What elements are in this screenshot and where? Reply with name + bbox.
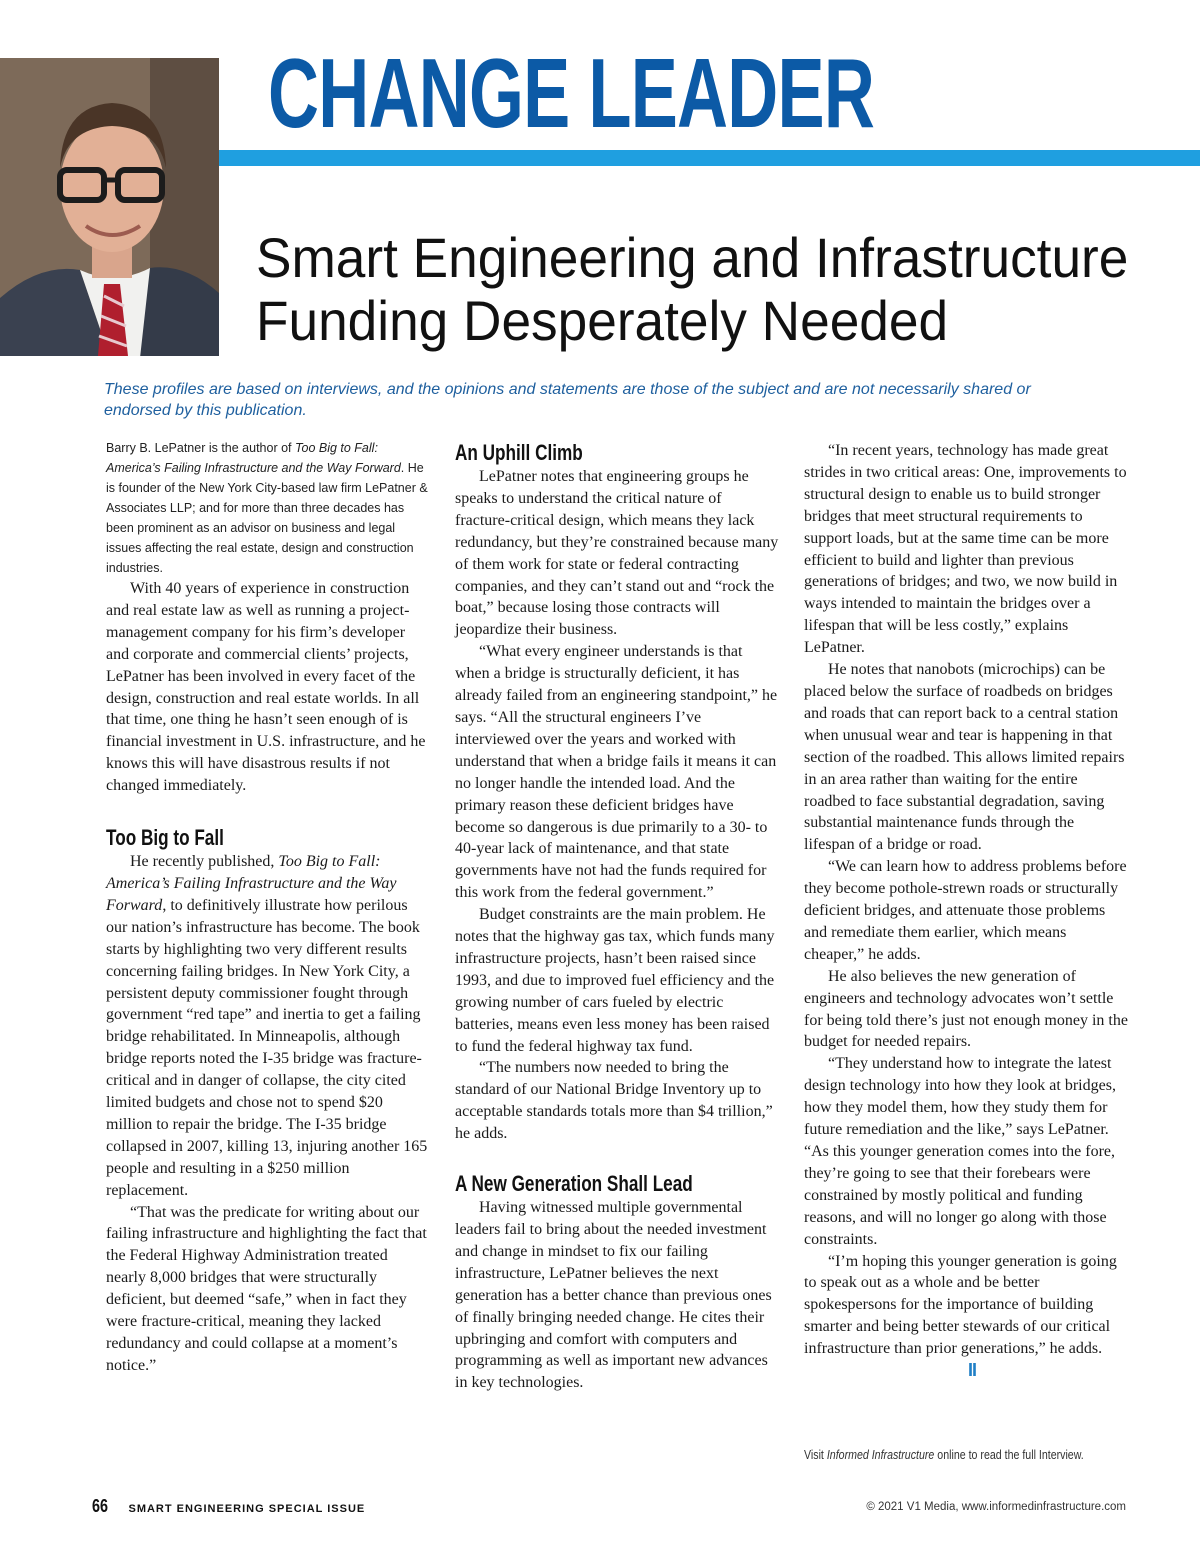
column-2 bbox=[455, 440, 779, 1394]
paragraph: LePatner notes that engineering groups he speaks to understand the critical nature of fracture-critical design, which means they lack redundancy, but they’re constrained because many of them work for state or federal contracting companies, and they can’t stand out and “rock the boat,” because losing those contracts will jeopardize their business. bbox=[455, 468, 779, 639]
subheading-new-generation: A New Generation Shall Lead bbox=[455, 1171, 693, 1197]
intro-paragraph: With 40 years of experience in construction and real estate law as well as running a project-management company for his firm’s developer and corporate and commercial clients’ projects, LePatner has been involved in every facet of the design, construction and real estate worlds. In all that time, one thing he hasn’t seen enough of is financial investment in U.S. infrastructure, and he knows this will have disastrous results if not changed immediately. bbox=[106, 580, 426, 795]
paragraph: “In recent years, technology has made great strides in two critical areas: One, improvements to structural design to enable us to build stronger bridges that meet structural requirements to support loads, but at the same time can be more efficient to build and lighter than previous generations of bridges; and two, we now build in ways intended to maintain the bridges over a lifespan that will be less costly,” explains LePatner. bbox=[804, 442, 1127, 657]
page-number: 66 bbox=[92, 1496, 109, 1516]
book-title: Too Big to Fall: America’s Failing Infrastructure and the Way Forward bbox=[106, 853, 397, 914]
copyright-line: © 2021 V1 Media, www.informedinfrastructure.com bbox=[866, 1501, 1126, 1513]
subheading-too-big-to-fall: Too Big to Fall bbox=[106, 825, 224, 851]
paragraph: Having witnessed multiple governmental leaders fail to bring about the needed investment and change in mindset to fix our failing infrastructure, LePatner believes the next generation has a better chance than previous ones of finally bringing needed change. He cites their upbringing and comfort with computers and programming as well as important new advances in key technologies. bbox=[455, 1199, 772, 1392]
paragraph: He also believes the new generation of engineers and technology advocates won’t settle for being told there’s just not enough money in the budget for needed repairs. bbox=[804, 967, 1128, 1051]
paragraph: “We can learn how to address problems before they become pothole-strewn roads or structurally deficient bridges, and attenuate those problems and remediate them earlier, which means cheaper,” he adds. bbox=[804, 858, 1127, 963]
column-1 bbox=[106, 438, 430, 1377]
paragraph bbox=[106, 851, 430, 1202]
portrait-photo bbox=[0, 58, 219, 356]
closing-paragraph: “I’m hoping this younger generation is going to speak out as a whole and be better spokespersons for the importance of building smarter and being better stewards of our critical infrastructure than prior generations,” he adds. bbox=[804, 1252, 1117, 1358]
paragraph: He notes that nanobots (microchips) can be placed below the surface of roadbeds on bridges and roads that can report back to a central station when unusual wear and tear is happening in that section of the roadbed. This allows limited repairs in an area rather than waiting for the entire roadbed to face substantial degradation, saving substantial maintenance funds through the lifespan of a bridge or road. bbox=[804, 661, 1125, 854]
paragraph-rest: , to definitively illustrate how perilous our nation’s infrastructure has become. The book starts by highlighting two very different results concerning failing bridges. In New York City, a persistent deputy commissioner fought through government “red tape” and inertia to get a failing bridge rehabilitated. In Minneapolis, although bridge reports noted the I-35 bridge was fracture-critical and in danger of collapse, the city cited limited budgets and chose not to spend $20 million to repair the bridge. The I-35 bridge collapsed in 2007, killing 13, injuring another 165 people and resulting in a $250 million replacement. bbox=[106, 896, 428, 1199]
page-footer bbox=[92, 1496, 365, 1517]
bio-book-title: Too Big to Fall: America’s Failing Infrastructure and the Way Forward bbox=[106, 441, 401, 475]
headline-line-2: Funding Desperately Needed bbox=[256, 289, 949, 352]
paragraph: “That was the predicate for writing about our failing infrastructure and highlighting the fact that the Federal Highway Administration treated nearly 8,000 bridges that were structurally deficient, but deemed “safe,” when in fact they were fracture-critical, meaning they lacked redundancy and could collapse at a moment’s notice.” bbox=[106, 1203, 427, 1374]
editorial-disclaimer: These profiles are based on interviews, and the opinions and statements are those of the subject and are not necessarily shared or endorsed by this publication. bbox=[104, 381, 1031, 419]
bio-lead: Barry B. LePatner is the author of bbox=[106, 441, 295, 455]
paragraph-lead: He recently published, bbox=[130, 853, 279, 871]
visit-note bbox=[804, 1448, 1084, 1462]
end-mark-icon: II bbox=[968, 1360, 977, 1381]
paragraph: “The numbers now needed to bring the standard of our National Bridge Inventory up to acceptable standards totals more than $4 trillion,” he adds. bbox=[455, 1059, 773, 1143]
issue-name: SMART ENGINEERING SPECIAL ISSUE bbox=[128, 1503, 366, 1515]
headline-line-1: Smart Engineering and Infrastructure bbox=[256, 226, 1129, 289]
header-rule bbox=[219, 150, 1200, 166]
author-bio bbox=[106, 438, 430, 578]
subheading-an-uphill-climb: An Uphill Climb bbox=[455, 440, 583, 465]
visit-lead: Visit bbox=[804, 1448, 827, 1462]
publication-name: Informed Infrastructure bbox=[826, 1448, 935, 1462]
column-3 bbox=[804, 440, 1128, 1383]
paragraph: “They understand how to integrate the latest design technology into how they look at bridges, how they model them, how they study them for future remediation and the like,” says LePatner. “As this younger generation comes into the fore, they’re going to see that their forebears were constrained by mostly political and funding reasons, and will no longer go along with those constraints. bbox=[804, 1055, 1116, 1248]
visit-rest: online to read the full Interview. bbox=[934, 1448, 1084, 1462]
paragraph bbox=[804, 1251, 1128, 1383]
article-headline bbox=[256, 226, 1128, 352]
paragraph: “What every engineer understands is that when a bridge is structurally deficient, it has already failed from an engineering standpoint,” he says. “All the structural engineers I’ve interviewed over the years and worked with understand that when a bridge fails it means it can no longer handle the intended load. And the primary reason these deficient bridges have become so dangerous is due primarily to a 30- to 40-year lack of maintenance, and that state governments have not had the funds required for this work from the federal government.” bbox=[455, 643, 778, 902]
paragraph: Budget constraints are the main problem. He notes that the highway gas tax, which funds many infrastructure projects, hasn’t been raised since 1993, and due to improved fuel efficiency and the growing number of cars fueled by electric batteries, means even less money has been raised to fund the federal highway tax fund. bbox=[455, 906, 775, 1055]
bio-rest: . He is founder of the New York City-based law firm LePatner & Associates LLP; and for more than three decades has been prominent as an advisor on business and legal issues affecting the real estate, design and construction industries. bbox=[106, 461, 428, 575]
section-kicker: CHANGE LEADER bbox=[268, 38, 875, 148]
